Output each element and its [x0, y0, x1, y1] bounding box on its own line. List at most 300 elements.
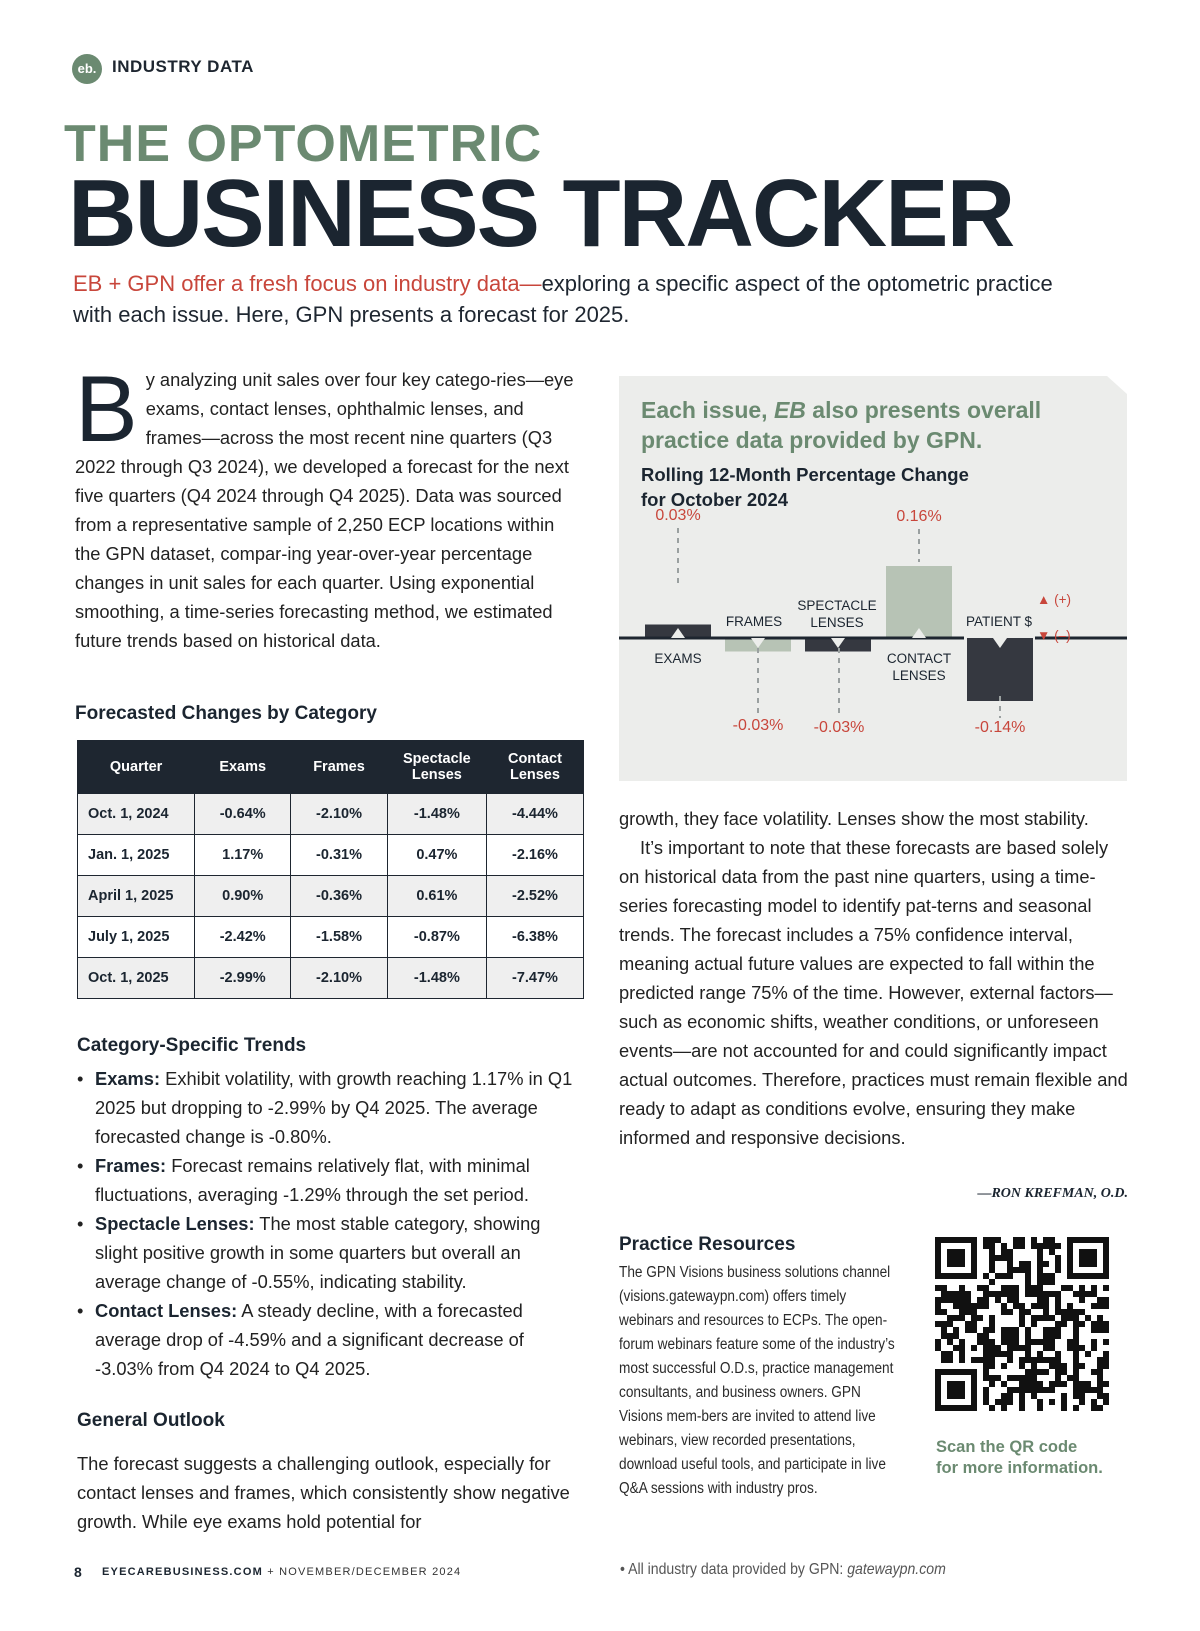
qr-module [1073, 1357, 1079, 1363]
qr-module [1007, 1267, 1013, 1273]
qr-module [1025, 1333, 1031, 1339]
qr-module [1097, 1405, 1103, 1411]
qr-module [1049, 1237, 1055, 1243]
qr-module [1103, 1285, 1109, 1291]
footer-site-name: EYECAREBUSINESS.COM [102, 1566, 263, 1578]
qr-module [1073, 1375, 1079, 1381]
qr-module [977, 1339, 983, 1345]
qr-module [1103, 1357, 1109, 1363]
qr-module [971, 1357, 977, 1363]
qr-module [1007, 1399, 1013, 1405]
qr-module [941, 1297, 947, 1303]
qr-module [1055, 1363, 1061, 1369]
qr-module [1019, 1243, 1025, 1249]
table-cell: -2.52% [486, 876, 583, 917]
bar [886, 566, 952, 638]
qr-module [1007, 1345, 1013, 1351]
qr-module [1091, 1339, 1097, 1345]
qr-module [1091, 1387, 1097, 1393]
qr-module [1019, 1345, 1025, 1351]
forecast-heading: Forecasted Changes by Category [75, 703, 377, 724]
table-row [78, 917, 584, 958]
qr-module [965, 1327, 971, 1333]
qr-module [983, 1273, 989, 1279]
qr-module [935, 1345, 941, 1351]
qr-module [1055, 1309, 1061, 1315]
qr-module [1055, 1327, 1061, 1333]
qr-module [1019, 1387, 1025, 1393]
qr-module [1013, 1345, 1019, 1351]
qr-module [971, 1327, 977, 1333]
dropcap: B [75, 356, 138, 461]
qr-module [1049, 1357, 1055, 1363]
qr-module [1049, 1333, 1055, 1339]
qr-module [1001, 1309, 1007, 1315]
callout-post: also presents overall practice data provided by GPN. [641, 397, 1042, 453]
table-cell: -2.10% [291, 958, 388, 999]
qr-module [1097, 1315, 1103, 1321]
qr-module [1019, 1267, 1025, 1273]
qr-module [1037, 1369, 1043, 1375]
table-row [78, 794, 584, 835]
qr-module [1061, 1309, 1067, 1315]
qr-module [1091, 1369, 1097, 1375]
qr-module [1049, 1381, 1055, 1387]
qr-module [1013, 1333, 1019, 1339]
qr-module [977, 1333, 983, 1339]
title-line-2: BUSINESS TRACKER [68, 160, 1014, 267]
qr-module [1079, 1285, 1085, 1291]
qr-module [1079, 1291, 1085, 1297]
qr-module [941, 1285, 947, 1291]
qr-module [1067, 1309, 1073, 1315]
qr-module [1013, 1243, 1019, 1249]
qr-module [1025, 1285, 1031, 1291]
table-row [78, 876, 584, 917]
qr-module [1055, 1291, 1061, 1297]
qr-module [983, 1345, 989, 1351]
qr-module [1019, 1309, 1025, 1315]
category-label: LENSES [810, 615, 864, 630]
qr-module [959, 1351, 965, 1357]
qr-module [1097, 1375, 1103, 1381]
qr-module [1043, 1243, 1049, 1249]
qr-module [1055, 1321, 1061, 1327]
value-label: -0.03% [813, 719, 865, 736]
qr-module [1049, 1345, 1055, 1351]
qr-module [1013, 1327, 1019, 1333]
table-row [78, 835, 584, 876]
qr-module [1007, 1327, 1013, 1333]
trends-list [77, 1064, 582, 1383]
qr-module [1037, 1303, 1043, 1309]
chart-title-line-1: Rolling 12-Month Percentage Change [641, 464, 969, 485]
qr-module [1073, 1369, 1079, 1375]
qr-module [1013, 1267, 1019, 1273]
qr-module [1043, 1327, 1049, 1333]
qr-module [947, 1357, 953, 1363]
qr-module [1007, 1255, 1013, 1261]
qr-module [1067, 1303, 1073, 1309]
qr-module [965, 1321, 971, 1327]
legend-down: ▼ (–) [1037, 628, 1071, 643]
footer-site [102, 1566, 461, 1578]
qr-module [1031, 1303, 1037, 1309]
qr-module [1043, 1273, 1049, 1279]
qr-module [959, 1357, 965, 1363]
qr-module [1073, 1315, 1079, 1321]
qr-module [1007, 1309, 1013, 1315]
qr-module [1019, 1363, 1025, 1369]
qr-module [1031, 1387, 1037, 1393]
qr-module [953, 1315, 959, 1321]
qr-module [1037, 1279, 1043, 1285]
col-header: Spectacle Lenses [387, 741, 486, 794]
trend-label: Contact Lenses: [95, 1300, 238, 1321]
qr-module [983, 1363, 989, 1369]
qr-module [1079, 1381, 1085, 1387]
qr-code-icon[interactable] [934, 1236, 1110, 1412]
footer-note-link[interactable]: gatewaypn.com [847, 1561, 946, 1578]
qr-module [1079, 1321, 1085, 1327]
list-item [77, 1151, 582, 1209]
qr-module [989, 1351, 995, 1357]
qr-module [1073, 1405, 1079, 1411]
qr-module [1073, 1321, 1079, 1327]
qr-module [1055, 1243, 1061, 1249]
qr-module [989, 1327, 995, 1333]
qr-module [1085, 1351, 1091, 1357]
qr-module [989, 1291, 995, 1297]
qr-module [1001, 1405, 1007, 1411]
qr-module [989, 1243, 995, 1249]
qr-module [1043, 1261, 1049, 1267]
qr-module [1073, 1291, 1079, 1297]
qr-module [1013, 1303, 1019, 1309]
qr-module [1031, 1375, 1037, 1381]
qr-module [1103, 1393, 1109, 1399]
qr-module [1037, 1315, 1043, 1321]
qr-module [1043, 1345, 1049, 1351]
category-label: SPECTACLE [797, 598, 877, 613]
eb-logo: eb. [72, 54, 102, 84]
qr-module [989, 1405, 995, 1411]
qr-module [989, 1339, 995, 1345]
qr-module [971, 1321, 977, 1327]
forecast-table [77, 740, 584, 999]
qr-module [1091, 1285, 1097, 1291]
qr-module [941, 1333, 947, 1339]
table-cell: -4.44% [486, 794, 583, 835]
qr-module [1031, 1237, 1037, 1243]
qr-module [971, 1315, 977, 1321]
qr-module [1001, 1303, 1007, 1309]
qr-module [1103, 1303, 1109, 1309]
qr-module [953, 1333, 959, 1339]
qr-module [995, 1297, 1001, 1303]
qr-module [989, 1267, 995, 1273]
table-cell: -7.47% [486, 958, 583, 999]
qr-module [1007, 1291, 1013, 1297]
table-cell: -0.36% [291, 876, 388, 917]
qr-module [941, 1327, 947, 1333]
qr-module [1079, 1297, 1085, 1303]
qr-module [1007, 1351, 1013, 1357]
qr-module [1031, 1363, 1037, 1369]
qr-module [1073, 1345, 1079, 1351]
qr-module [947, 1291, 953, 1297]
qr-module [1013, 1387, 1019, 1393]
qr-module [1025, 1327, 1031, 1333]
paragraph: growth, they face volatility. Lenses show the most stability. [619, 808, 1089, 829]
qr-module [989, 1381, 995, 1387]
byline: —RON KREFMAN, O.D. [977, 1186, 1128, 1201]
qr-module [995, 1351, 1001, 1357]
qr-module [1019, 1399, 1025, 1405]
qr-module [1031, 1339, 1037, 1345]
footer-note-text: All industry data provided by GPN: [628, 1561, 848, 1578]
qr-module [1037, 1381, 1043, 1387]
qr-module [1061, 1285, 1067, 1291]
qr-module [1103, 1339, 1109, 1345]
qr-module [995, 1375, 1001, 1381]
qr-module [947, 1297, 953, 1303]
qr-module [935, 1309, 941, 1315]
category-label: CONTACT [886, 651, 952, 666]
qr-module [1037, 1399, 1043, 1405]
page-number: 8 [74, 1564, 82, 1580]
qr-module [1001, 1327, 1007, 1333]
qr-module [1019, 1261, 1025, 1267]
qr-module [1031, 1393, 1037, 1399]
trend-label: Frames: [95, 1155, 167, 1176]
qr-module [953, 1303, 959, 1309]
qr-module [1061, 1393, 1067, 1399]
qr-module [947, 1339, 953, 1345]
qr-module [1049, 1279, 1055, 1285]
qr-module [1025, 1351, 1031, 1357]
qr-module [1073, 1363, 1079, 1369]
qr-module [1061, 1381, 1067, 1387]
qr-module [1037, 1273, 1043, 1279]
qr-module [1067, 1345, 1073, 1351]
qr-module [1001, 1381, 1007, 1387]
qr-module [1019, 1237, 1025, 1243]
qr-module [1001, 1363, 1007, 1369]
table-cell: -6.38% [486, 917, 583, 958]
qr-module [983, 1291, 989, 1297]
qr-module [1019, 1321, 1025, 1327]
table-cell: -2.10% [291, 794, 388, 835]
qr-module [1025, 1261, 1031, 1267]
qr-module [1043, 1291, 1049, 1297]
qr-module [983, 1237, 989, 1243]
qr-module [1025, 1273, 1031, 1279]
qr-module [1055, 1369, 1061, 1375]
col-header: Contact Lenses [486, 741, 583, 794]
section-label: INDUSTRY DATA [112, 57, 254, 76]
qr-module [947, 1321, 953, 1327]
category-label: EXAMS [654, 651, 702, 666]
box-corner-fold [1107, 376, 1127, 394]
qr-caption-line-2: for more information. [936, 1459, 1103, 1477]
value-label: 0.16% [896, 508, 942, 525]
qr-module [1007, 1339, 1013, 1345]
outlook-heading: General Outlook [77, 1410, 225, 1431]
qr-module [1025, 1345, 1031, 1351]
qr-module [1043, 1333, 1049, 1339]
qr-module [1031, 1381, 1037, 1387]
qr-module [1085, 1315, 1091, 1321]
qr-module [1073, 1393, 1079, 1399]
qr-module [1067, 1339, 1073, 1345]
sidebar-callout [641, 395, 1101, 455]
qr-module [1019, 1381, 1025, 1387]
qr-module [995, 1255, 1001, 1261]
qr-module [953, 1297, 959, 1303]
qr-module [1025, 1279, 1031, 1285]
qr-module [983, 1357, 989, 1363]
qr-module [1067, 1315, 1073, 1321]
callout-pre: Each issue, [641, 397, 774, 423]
qr-module [1055, 1357, 1061, 1363]
qr-module [989, 1237, 995, 1243]
qr-module [977, 1297, 983, 1303]
qr-module [959, 1285, 965, 1291]
legend-up: ▲ (+) [1037, 592, 1071, 607]
qr-module [1079, 1393, 1085, 1399]
intro-text: y analyzing unit sales over four key catego-ries—eye exams, contact lenses, ophthalmic lenses, and frames—across the most recent nine quarters (Q3 2022 through Q3 2024), we developed a forecast for the next five quarters (Q4 2024 through Q4 2025). Data was sourced from a representative sample of 2,250 ECP locations within the GPN dataset, compar-ing year-over-year percentage changes in unit sales for each quarter. Using exponential smoothing, a time-series forecasting method, we estimated future trends based on historical data. [75, 369, 574, 651]
qr-module [1043, 1297, 1049, 1303]
qr-module [1037, 1267, 1043, 1273]
qr-module [1001, 1393, 1007, 1399]
qr-module [1043, 1309, 1049, 1315]
dek-rest: exploring a specific aspect of the optometric practice with each issue. Here, GPN presents a forecast for 2025. [73, 271, 1053, 327]
qr-module [1067, 1285, 1073, 1291]
qr-module [1091, 1291, 1097, 1297]
qr-module [1049, 1249, 1055, 1255]
qr-module [1091, 1327, 1097, 1333]
qr-module [983, 1393, 989, 1399]
trend-text: Forecast remains relatively flat, with minimal fluctuations, averaging -1.29% through the set period. [95, 1155, 530, 1205]
callout-em: EB [773, 397, 806, 423]
resources-heading: Practice Resources [619, 1234, 796, 1255]
qr-module [959, 1315, 965, 1321]
list-item [77, 1209, 582, 1296]
qr-module [983, 1399, 989, 1405]
table-cell: 0.90% [195, 876, 291, 917]
qr-module [1103, 1363, 1109, 1369]
qr-module [1103, 1351, 1109, 1357]
qr-module [935, 1303, 941, 1309]
qr-module [1055, 1261, 1061, 1267]
qr-module [1007, 1285, 1013, 1291]
qr-module [1079, 1387, 1085, 1393]
qr-module [1031, 1243, 1037, 1249]
qr-module [1013, 1291, 1019, 1297]
qr-module [959, 1291, 965, 1297]
qr-module [983, 1297, 989, 1303]
qr-module [1013, 1297, 1019, 1303]
chart-title [641, 462, 1101, 512]
qr-module [1079, 1399, 1085, 1405]
qr-module [977, 1357, 983, 1363]
qr-module [1019, 1393, 1025, 1399]
qr-module [1091, 1399, 1097, 1405]
qr-module [1037, 1351, 1043, 1357]
qr-finder [947, 1249, 965, 1267]
qr-module [1001, 1243, 1007, 1249]
table-cell: -1.48% [387, 958, 486, 999]
qr-module [1097, 1387, 1103, 1393]
qr-module [989, 1279, 995, 1285]
qr-module [1079, 1345, 1085, 1351]
qr-module [971, 1309, 977, 1315]
qr-module [941, 1321, 947, 1327]
qr-module [1097, 1327, 1103, 1333]
qr-module [1055, 1297, 1061, 1303]
qr-module [1085, 1387, 1091, 1393]
qr-module [1097, 1321, 1103, 1327]
qr-module [995, 1399, 1001, 1405]
qr-module [1043, 1303, 1049, 1309]
qr-module [983, 1369, 989, 1375]
qr-module [1043, 1339, 1049, 1345]
qr-module [947, 1333, 953, 1339]
qr-module [959, 1303, 965, 1309]
qr-module [965, 1303, 971, 1309]
table-cell: Oct. 1, 2025 [78, 958, 195, 999]
category-label: PATIENT $ [965, 614, 1033, 629]
qr-module [1007, 1297, 1013, 1303]
qr-module [983, 1303, 989, 1309]
qr-module [995, 1273, 1001, 1279]
qr-module [1043, 1369, 1049, 1375]
qr-module [1091, 1405, 1097, 1411]
qr-caption [936, 1437, 1103, 1479]
table-cell: April 1, 2025 [78, 876, 195, 917]
trends-heading: Category-Specific Trends [77, 1035, 307, 1056]
qr-module [947, 1315, 953, 1321]
qr-module [1073, 1381, 1079, 1387]
qr-module [1103, 1297, 1109, 1303]
qr-module [1097, 1297, 1103, 1303]
value-label: 0.03% [655, 507, 701, 524]
qr-module [977, 1285, 983, 1291]
qr-module [989, 1345, 995, 1351]
qr-module [1067, 1375, 1073, 1381]
qr-module [1001, 1399, 1007, 1405]
paragraph: It’s important to note that these forecasts are based solely on historical data from the past nine quarters, using a time-series forecasting model to identify pat-terns and seasonal trends. The forecast includes a 75% confidence interval, meaning actual future values are expected to fall within the predicted range 75% of the time. However, external factors—such as economic shifts, weather conditions, or unforeseen events—are not accounted for and could significantly impact actual outcomes. Therefore, practices must remain flexible and ready to adapt as conditions evolve, ensuring they make informed and responsive decisions. [619, 837, 1128, 1148]
qr-module [1019, 1315, 1025, 1321]
qr-module [1025, 1267, 1031, 1273]
qr-module [1025, 1357, 1031, 1363]
qr-module [959, 1345, 965, 1351]
table-cell: Jan. 1, 2025 [78, 835, 195, 876]
trend-text: Exhibit volatility, with growth reaching 1.17% in Q1 2025 but dropping to -2.99% by Q4 2025. The average forecasted change is -0.80%. [95, 1068, 573, 1147]
qr-module [1073, 1333, 1079, 1339]
trend-text: The most stable category, showing slight positive growth in some quarters but overall an average change of -0.55%, indicating stability. [95, 1213, 541, 1292]
qr-module [989, 1261, 995, 1267]
dek-highlight: EB + GPN offer a fresh focus on industry data— [73, 271, 542, 296]
qr-module [1061, 1369, 1067, 1375]
qr-module [1031, 1285, 1037, 1291]
qr-module [983, 1387, 989, 1393]
qr-module [1103, 1321, 1109, 1327]
table-cell: -1.48% [387, 794, 486, 835]
qr-module [983, 1339, 989, 1345]
qr-module [1001, 1351, 1007, 1357]
